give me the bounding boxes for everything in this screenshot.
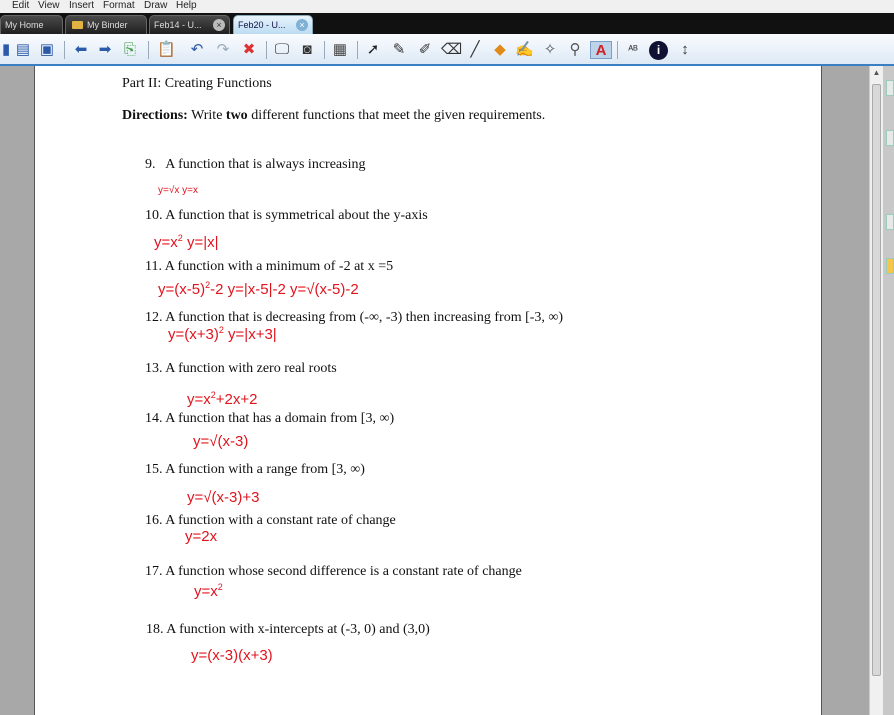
back-arrow-icon[interactable]: ⬅ <box>74 41 88 58</box>
question-17: 17. A function whose second difference is a constant rate of change <box>145 564 522 579</box>
answer-15: y=√(x-3)+3 <box>187 489 260 506</box>
toolbar-separator <box>266 41 267 59</box>
resize-icon[interactable]: ↕ <box>681 41 689 58</box>
answer-14: y=√(x-3) <box>193 433 249 450</box>
question-16: 16. A function with a constant rate of change <box>145 513 396 528</box>
side-tab[interactable] <box>886 214 894 230</box>
spellcheck-icon[interactable]: ᴬᴮ <box>628 44 638 56</box>
tab-label: Feb20 - U... <box>238 20 286 30</box>
pages-icon[interactable]: ▤ <box>15 41 31 58</box>
directions-label: Directions: <box>122 108 188 123</box>
shape-icon[interactable]: ◆ <box>494 41 506 58</box>
notebook-icon[interactable]: ▮ <box>2 41 11 58</box>
question-18: 18. A function with x-intercepts at (-3, 0) and (3,0) <box>146 622 430 637</box>
delete-icon[interactable]: ✖ <box>242 41 256 58</box>
document-viewport <box>0 66 894 715</box>
side-panel-strip <box>883 66 894 715</box>
tab-my-home[interactable] <box>0 15 63 34</box>
paste-icon[interactable]: 📋 <box>157 41 176 58</box>
answer-11: $y=(x-5)^2-2$ y=|x-5|-2 y=√(x-5)-2 <box>158 280 359 298</box>
tab-my-binder[interactable] <box>65 15 147 34</box>
menu-edit[interactable]: Edit <box>12 0 30 11</box>
directions-text-post: different functions that meet the given requirements. <box>247 108 546 123</box>
answer-16: y=2x <box>185 528 218 545</box>
eraser-icon[interactable]: ⌫ <box>441 41 463 58</box>
menu-format[interactable]: Format <box>103 0 135 11</box>
magnifier-icon[interactable]: ⚲ <box>569 41 581 58</box>
redo-icon[interactable]: ↷ <box>216 41 230 58</box>
side-tab[interactable] <box>886 80 894 96</box>
document-page <box>34 66 822 715</box>
text-icon[interactable]: A <box>590 41 612 59</box>
pen-icon[interactable]: ✎ <box>392 41 406 58</box>
menu-bar <box>0 0 894 13</box>
tab-feb20[interactable] <box>233 15 313 34</box>
magic-pen-icon[interactable]: ✧ <box>543 41 557 58</box>
question-9: 9. A function that is always increasing <box>145 157 366 172</box>
vertical-scrollbar[interactable] <box>869 66 883 715</box>
side-tab[interactable] <box>886 258 894 274</box>
tab-bar <box>0 13 894 34</box>
question-13: 13. A function with zero real roots <box>145 361 337 376</box>
question-14: 14. A function that has a domain from [3, ∞) <box>145 411 395 426</box>
line-icon[interactable]: ╱ <box>470 41 480 58</box>
directions <box>122 108 545 124</box>
save-icon[interactable]: ▣ <box>39 41 55 58</box>
fill-icon[interactable]: ✍ <box>515 41 534 58</box>
highlighter-icon[interactable]: ✐ <box>418 41 432 58</box>
answer-9: y=√x y=x <box>158 185 198 196</box>
answer-10: $y=x^2$ y=|x| <box>154 233 219 251</box>
toolbar-separator <box>148 41 149 59</box>
tab-label: My Home <box>5 20 44 30</box>
question-15: 15. A function with a range from [3, ∞) <box>145 462 365 477</box>
select-arrow-icon[interactable]: ➚ <box>366 41 380 58</box>
close-icon[interactable]: × <box>296 19 308 31</box>
camera-icon[interactable]: ◙ <box>302 41 312 58</box>
question-12: 12. A function that is decreasing from (-∞, -3) then increasing from [-3, ∞) <box>145 310 564 325</box>
question-11: 11. A function with a minimum of -2 at x =5 <box>145 259 394 274</box>
scrollbar-thumb[interactable] <box>872 84 881 676</box>
answer-18: y=(x-3)(x+3) <box>191 647 273 664</box>
answer-17: $y=x^2$ <box>194 582 223 600</box>
toolbar-separator <box>324 41 325 59</box>
display-icon[interactable]: 🖵 <box>274 41 290 58</box>
side-tab[interactable] <box>886 130 894 146</box>
export-icon[interactable]: ⎘ <box>123 41 136 58</box>
undo-icon[interactable]: ↶ <box>190 41 204 58</box>
info-icon[interactable]: i <box>649 41 668 60</box>
tab-label: Feb14 - U... <box>154 20 202 30</box>
toolbar-separator <box>64 41 65 59</box>
table-icon[interactable]: ▦ <box>332 41 348 58</box>
menu-view[interactable]: View <box>38 0 60 11</box>
directions-emphasis: two <box>225 108 248 123</box>
directions-text-pre: Write <box>191 108 226 123</box>
toolbar-separator <box>617 41 618 59</box>
toolbar-separator <box>357 41 358 59</box>
scroll-up-icon[interactable]: ▲ <box>872 68 881 77</box>
menu-insert[interactable]: Insert <box>69 0 95 11</box>
folder-icon <box>72 21 83 29</box>
answer-12: $y=(x+3)^2$ y=|x+3| <box>168 325 277 343</box>
toolbar <box>0 34 894 66</box>
tab-label: My Binder <box>87 20 128 30</box>
forward-arrow-icon[interactable]: ➡ <box>98 41 112 58</box>
answer-13: $y=x^2+2x+2$ <box>187 390 258 408</box>
page-title: Part II: Creating Functions <box>122 76 272 91</box>
tab-feb14[interactable] <box>149 15 230 34</box>
close-icon[interactable]: × <box>213 19 225 31</box>
menu-help[interactable]: Help <box>176 0 197 11</box>
menu-draw[interactable]: Draw <box>144 0 168 11</box>
question-10: 10. A function that is symmetrical about the y-axis <box>145 208 428 223</box>
